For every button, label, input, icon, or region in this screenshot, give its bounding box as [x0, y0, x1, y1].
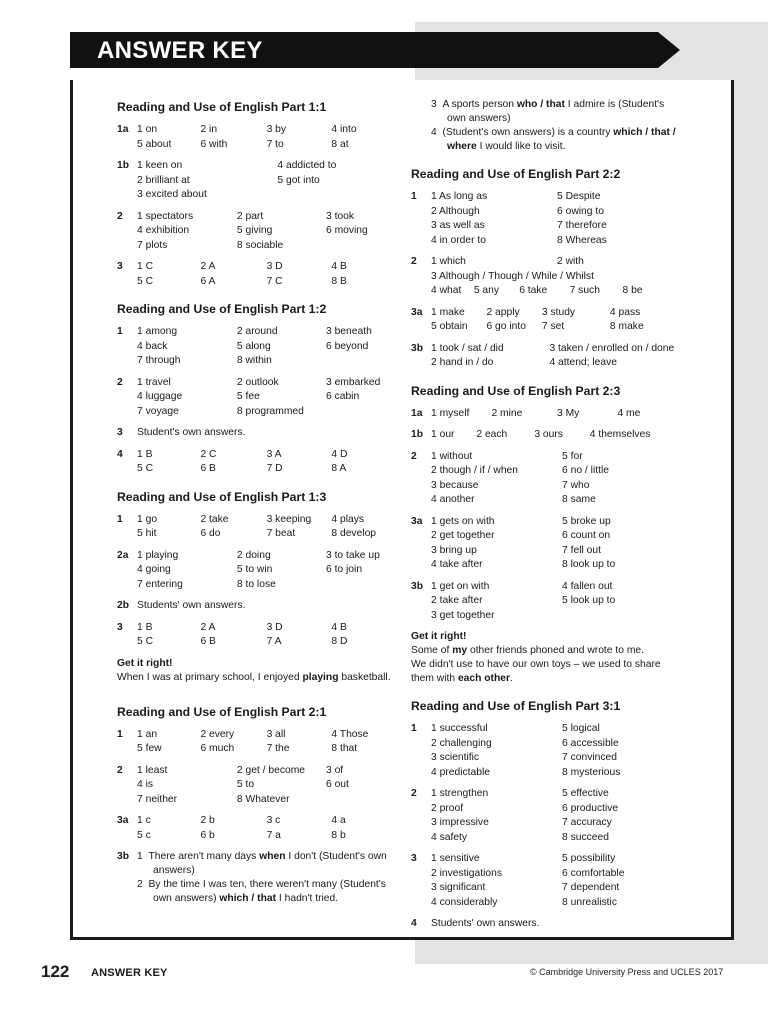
answer-cell: 4 addicted to: [277, 160, 337, 171]
answer-cell: 6 do: [200, 528, 221, 539]
answer-cell: 3 significant: [431, 882, 486, 893]
answer-cell: 8 A: [331, 463, 347, 474]
answer-cell: 4 another: [431, 494, 475, 505]
answer-cell: 2 outlook: [236, 376, 279, 388]
answer-cell: 3 all: [266, 728, 286, 740]
question-1: 1 1 an 2 every 3 all 4 Those 5 few 6 much 7 the 8 that: [117, 728, 407, 757]
answer-cell: 6 b: [200, 829, 215, 841]
answer-cell: 6 beyond: [325, 340, 369, 352]
question-1b: 1b 1 keen on 4 addicted to 2 brilliant at 5 got into 3 excited about: [117, 159, 407, 203]
answer-cell: [562, 609, 683, 624]
answer-cell: 5 c: [137, 829, 151, 841]
answer-cell: 5 about: [137, 138, 172, 150]
answer-cell: 3 scientific: [431, 752, 480, 763]
question-1b: 1b 1 our 2 each 3 ours 4 themselves: [411, 428, 683, 443]
answer-cell: 6 out: [325, 779, 349, 790]
answer-cell: 2 b: [200, 815, 215, 826]
answer-cell: 1 keen on: [137, 160, 183, 171]
answer-cell: 8 Whereas: [557, 234, 607, 246]
question-2b: 2b Students' own answers.: [117, 600, 246, 611]
answer-cell: 8 look up to: [562, 559, 616, 570]
answer-cell: 6 owing to: [557, 205, 604, 217]
answer-cell: 8 be: [622, 285, 643, 296]
answer-cell: 3 keeping: [266, 513, 312, 525]
answer-cell: 1 make: [431, 306, 465, 318]
answer-cell: 5 along: [236, 340, 271, 352]
answer-cell: 7 therefore: [557, 220, 607, 231]
question-3a: 3a 1 gets on with 5 broke up 2 get together 6 count on 3 bring up 7 fell out 4 take after 8 look up to: [411, 515, 683, 573]
section-title: Reading and Use of English Part 3:1: [411, 699, 621, 713]
question-3a: 3a 1 c 2 b 3 c 4 a 5 c 6 b 7 a 8 b: [117, 814, 407, 843]
question-3b: 3b 1 There aren't many days when I don't (Student's own answers) 2 By the time I was ten, there weren't many (Student's own answers) which / that I hadn't tried.: [117, 851, 387, 904]
answer-cell: 1 travel: [137, 376, 171, 388]
answer-cell: 8 B: [331, 275, 347, 287]
answer-cell: 2 investigations: [431, 867, 502, 879]
question-2: 2 1 strengthen 5 effective 2 proof 6 productive 3 impressive 7 accuracy 4 safety 8 succeed: [411, 787, 683, 845]
answer-cell: 1 playing: [137, 549, 179, 561]
answer-cell: 4 safety: [431, 831, 468, 843]
answer-cell: 2 each: [476, 429, 508, 440]
answer-cell: 2 around: [236, 326, 278, 337]
answer-cell: 5 few: [137, 743, 162, 754]
answer-cell: 2 hand in / do: [431, 357, 494, 368]
right-column: [411, 98, 683, 945]
answer-cell: 1 on: [137, 124, 158, 135]
answer-cell: 2 apply: [486, 306, 520, 318]
answer-cell: 6 comfortable: [562, 867, 625, 879]
question-3: 3 1 C 2 A 3 D 4 B 5 C 6 A 7 C 8 B: [117, 260, 407, 289]
answer-cell: [326, 239, 407, 254]
answer-cell: 6 count on: [562, 530, 611, 541]
section-title: Reading and Use of English Part 1:1: [117, 100, 327, 114]
answer-cell: 2 A: [200, 261, 216, 272]
answer-cell: 2 mine: [491, 407, 523, 419]
answer-cell: 1 sensitive: [431, 853, 480, 864]
question-3a: 3a 1 make 2 apply 3 study 4 pass 5 obtain 6 go into 7 set 8 make: [411, 306, 683, 335]
answer-cell: 4 exhibition: [137, 225, 190, 236]
question-1: 1 1 As long as 5 Despite 2 Although 6 owing to 3 as well as 7 therefore 4 in order to 8 Whereas: [411, 190, 683, 248]
answer-cell: 4 back: [137, 340, 168, 352]
answer-cell: 7 set: [541, 321, 565, 332]
answer-cell: 1 our: [431, 429, 455, 440]
question-2: 2 1 least 2 get / become 3 of 4 is 5 to 6 out 7 neither 8 Whatever: [117, 764, 407, 808]
answer-cell: 5 hit: [137, 528, 157, 539]
answer-cell: 3 A: [266, 448, 282, 460]
answer-cell: 3 because: [431, 479, 479, 491]
answer-cell: 7 C: [266, 275, 283, 287]
question-1a: 1a 1 myself 2 mine 3 My 4 me: [411, 407, 683, 422]
answer-cell: 4 fallen out: [562, 580, 613, 592]
question-1: 1 1 among 2 around 3 beneath 4 back 5 along 6 beyond 7 through 8 within: [117, 325, 407, 369]
get-it-right-box: Get it right! Some of my other friends phoned and wrote to me. We didn't use to have our own toys – we used to share them with each other.: [411, 631, 661, 684]
answer-cell: 4 me: [617, 407, 641, 419]
answer-cell: 8 unrealistic: [562, 896, 617, 908]
answer-cell: 4 pass: [609, 306, 641, 318]
answer-cell: 7 A: [266, 636, 282, 647]
answer-cell: 1 get on with: [431, 580, 490, 592]
answer-cell: 4 a: [331, 815, 346, 826]
answer-cell: 7 convinced: [562, 752, 617, 763]
answer-cell: 5 any: [473, 285, 500, 296]
answer-cell: 3 of: [325, 764, 344, 776]
answer-cell: 3 embarked: [325, 376, 381, 388]
answer-cell: 3 by: [266, 124, 287, 135]
get-it-right-box: Get it right! When I was at primary school, I enjoyed playing basketball.: [117, 657, 391, 683]
answer-cell: 1 c: [137, 815, 151, 826]
answer-cell: 7 through: [137, 355, 181, 366]
answer-cell: 4 D: [331, 448, 348, 460]
left-column: [117, 98, 407, 919]
section-title: Reading and Use of English Part 2:2: [411, 167, 621, 181]
answer-cell: 3 D: [266, 261, 283, 272]
answer-cell: 2 take after: [431, 595, 483, 606]
answer-cell: 3 to take up: [325, 549, 380, 561]
question-4: 4 1 B 2 C 3 A 4 D 5 C 6 B 7 D 8 A: [117, 448, 407, 477]
answer-cell: 4 plays: [331, 513, 365, 525]
section-part-1-3: [117, 490, 407, 685]
answer-cell: 7 fell out: [562, 544, 601, 556]
answer-cell: 3 c: [266, 815, 281, 826]
question-3b: 3b 1 get on with 4 fallen out 2 take after 5 look up to 3 get together: [411, 580, 683, 624]
answer-cell: 8 same: [562, 494, 596, 505]
answer-cell: 4 what: [431, 285, 462, 296]
answer-cell: 4 B: [331, 261, 347, 272]
answer-cell: 2 in: [200, 124, 218, 135]
answer-cell: 1 took / sat / did: [431, 342, 504, 354]
answer-cell: 3 beneath: [325, 326, 372, 337]
answer-cell: 2 Although: [431, 205, 480, 217]
answer-cell: 4 is: [137, 779, 154, 790]
answer-cell: 4 into: [331, 124, 357, 135]
section-part-3-1: [411, 699, 683, 932]
answer-cell: 7 accuracy: [562, 817, 612, 828]
answer-cell: 5 giving: [236, 225, 273, 236]
answer-cell: 8 develop: [331, 528, 377, 539]
answer-cell: 2 part: [236, 210, 264, 222]
answer-cell: 5 effective: [562, 788, 609, 799]
answer-cell: 5 to: [236, 779, 255, 790]
answer-cell: 1 least: [137, 764, 168, 776]
answer-cell: 6 productive: [562, 802, 619, 814]
answer-cell: 8 to lose: [236, 578, 276, 590]
section-part-2-1: [117, 705, 407, 907]
answer-cell: 8 mysterious: [562, 766, 621, 778]
answer-cell: 8 b: [331, 829, 346, 841]
answer-cell: 8 that: [331, 743, 358, 754]
answer-cell: 7 who: [562, 479, 590, 491]
answer-cell: 4 themselves: [589, 429, 651, 440]
answer-cell: 1 gets on with: [431, 515, 495, 527]
answer-cell: 7 entering: [137, 578, 183, 590]
answer-cell: 1 successful: [431, 723, 488, 734]
answer-cell: 3 ours: [534, 429, 563, 440]
answer-cell: 6 moving: [325, 225, 368, 236]
answer-cell: 7 D: [266, 463, 283, 474]
answer-cell: 1 myself: [431, 407, 470, 419]
copyright-notice: © Cambridge University Press and UCLES 2017: [530, 967, 724, 977]
section-part-2-3: [411, 384, 683, 687]
answer-cell: 4 attend; leave: [549, 357, 617, 368]
question-3b: 3b 1 took / sat / did 3 taken / enrolled on / done 2 hand in / do 4 attend; leave: [411, 342, 683, 371]
answer-cell: 2 though / if / when: [431, 465, 519, 476]
answer-cell: 7 the: [266, 743, 290, 754]
answer-cell: 3 took: [325, 210, 355, 222]
question-1: 1 1 successful 5 logical 2 challenging 6 accessible 3 scientific 7 convinced 4 predictable 8 mysterious: [411, 722, 683, 780]
answer-cell: 1 B: [137, 448, 153, 460]
answer-cell: 3 study: [541, 306, 576, 318]
answer-cell: 1 spectators: [137, 210, 194, 222]
answer-cell: 2 proof: [431, 802, 464, 814]
answer-cell: 7 dependent: [562, 882, 620, 893]
question-1: 1 1 go 2 take 3 keeping 4 plays 5 hit 6 do 7 beat 8 develop: [117, 513, 407, 542]
answer-cell: 1 B: [137, 621, 153, 633]
answer-cell: 4 predictable: [431, 766, 490, 778]
answer-cell: 3 impressive: [431, 817, 489, 828]
answer-cell: 2 every: [200, 728, 235, 740]
answer-cell: 6 with: [200, 138, 228, 150]
answer-cell: 4 B: [331, 621, 347, 633]
answer-cell: 5 C: [137, 636, 154, 647]
answer-cell: 2 C: [200, 448, 217, 460]
answer-cell: 1 among: [137, 326, 178, 337]
page-title: ANSWER KEY: [97, 37, 263, 64]
question-1a: 1a 1 on 2 in 3 by 4 into 5 about 6 with 7 to 8 at: [117, 123, 407, 152]
section-part-2-1-continued: 3 A sports person who / that I admire is (Student's own answers) 4 (Student's own answers) is a country which / that / where I would like to visit.: [431, 99, 676, 152]
answer-cell: 5 for: [562, 450, 583, 462]
answer-cell: 5 possibility: [562, 853, 616, 864]
answer-cell: 5 obtain: [431, 321, 468, 332]
answer-cell: 4 considerably: [431, 896, 498, 908]
answer-cell: 5 C: [137, 275, 154, 287]
question-3: 3 1 sensitive 5 possibility 2 investigations 6 comfortable 3 significant 7 dependent 4 considerably 8 unrealistic: [411, 852, 683, 910]
answer-cell: 8 at: [331, 138, 349, 150]
answer-cell: 8 make: [609, 321, 644, 332]
answer-cell: 8 Whatever: [236, 793, 290, 805]
section-part-1-2: [117, 302, 407, 477]
section-title: Reading and Use of English Part 2:1: [117, 704, 327, 719]
answer-cell: 1 without: [431, 450, 473, 462]
answer-cell: 6 take: [519, 285, 548, 296]
answer-cell: 8 succeed: [562, 831, 609, 843]
answer-cell: 2 get together: [431, 530, 495, 541]
answer-cell: 1 strengthen: [431, 788, 489, 799]
answer-cell: [277, 188, 407, 203]
answer-cell: 2 take: [200, 513, 229, 525]
answer-cell: 3 My: [556, 407, 580, 419]
answer-cell: [326, 578, 407, 593]
question-2a: 2a 1 playing 2 doing 3 to take up 4 going 5 to win 6 to join 7 entering 8 to lose: [117, 549, 407, 593]
answer-cell: [326, 405, 407, 420]
answer-cell: 3 as well as: [431, 220, 485, 231]
answer-cell: 4 Those: [331, 728, 369, 740]
answer-cell: 1 go: [137, 513, 158, 525]
answer-cell: 5 look up to: [562, 595, 616, 606]
section-title: Reading and Use of English Part 1:2: [117, 302, 327, 316]
answer-cell: 2 challenging: [431, 737, 492, 749]
answer-cell: 3 bring up: [431, 544, 477, 556]
section-title: Reading and Use of English Part 2:3: [411, 383, 621, 398]
answer-cell: 5 fee: [236, 391, 260, 402]
answer-cell: 2 A: [200, 621, 216, 633]
answer-cell: 6 B: [200, 636, 216, 647]
header-banner-arrow: [658, 32, 680, 68]
answer-cell: 8 within: [236, 355, 272, 366]
answer-cell: 6 B: [200, 463, 216, 474]
answer-cell: 1 As long as: [431, 191, 488, 202]
answer-cell: 5 to win: [236, 564, 273, 575]
answer-cell: [326, 793, 407, 808]
section-title: Reading and Use of English Part 1:3: [117, 489, 327, 504]
question-2: 2 1 travel 2 outlook 3 embarked 4 luggage 5 fee 6 cabin 7 voyage 8 programmed: [117, 376, 407, 420]
footer-title: ANSWER KEY: [91, 967, 168, 979]
answer-cell: 4 luggage: [137, 391, 183, 402]
answer-cell: 7 a: [266, 829, 281, 841]
answer-cell: 6 accessible: [562, 737, 619, 749]
question-3: 3 1 B 2 A 3 D 4 B 5 C 6 B 7 A 8 D: [117, 621, 407, 650]
answer-cell: 7 neither: [137, 793, 178, 805]
section-part-1-1: [117, 100, 407, 289]
page-number: 122: [41, 962, 70, 981]
answer-cell: 3 get together: [431, 609, 495, 621]
answer-cell: 6 cabin: [325, 391, 360, 402]
question-2: 2 1 spectators 2 part 3 took 4 exhibition 5 giving 6 moving 7 plots 8 sociable: [117, 210, 407, 254]
answer-cell: 4 take after: [431, 559, 483, 570]
answer-cell: 8 D: [331, 636, 348, 647]
answer-cell: 8 sociable: [236, 239, 284, 251]
answer-cell: 3 taken / enrolled on / done: [549, 342, 675, 354]
answer-cell: 7 plots: [137, 239, 168, 251]
answer-cell: 7 such: [569, 285, 600, 296]
answer-cell: 2 doing: [236, 549, 271, 561]
answer-cell: 1 an: [137, 728, 158, 740]
answer-cell: 5 broke up: [562, 515, 611, 527]
answer-cell: 6 to join: [325, 564, 363, 575]
answer-cell: 4 in order to: [431, 234, 486, 246]
answer-cell: 2 get / become: [236, 764, 306, 776]
answer-cell: 5 Despite: [557, 191, 601, 202]
answer-cell: 3 excited about: [137, 189, 207, 200]
section-part-2-2: [411, 167, 683, 371]
answer-cell: 5 got into: [277, 174, 320, 186]
answer-cell: 3 D: [266, 621, 283, 633]
answer-cell: 7 voyage: [137, 405, 179, 417]
answer-cell: 1 C: [137, 261, 154, 272]
answer-cell: 8 programmed: [236, 405, 304, 417]
answer-cell: 6 no / little: [562, 465, 609, 476]
answer-cell: 6 go into: [486, 321, 526, 332]
answer-cell: 6 A: [200, 275, 216, 287]
answer-cell: 6 much: [200, 743, 235, 754]
answer-cell: 7 beat: [266, 528, 296, 539]
answer-cell: 2 brilliant at: [137, 174, 190, 186]
answer-cell: 5 logical: [562, 723, 600, 734]
answer-cell: [326, 354, 407, 369]
answer-cell: 5 C: [137, 463, 154, 474]
question-4: 4 Students' own answers.: [411, 918, 540, 929]
question-3: 3 Student's own answers.: [117, 427, 246, 438]
answer-cell: 4 going: [137, 564, 171, 575]
question-2: 2 1 without 5 for 2 though / if / when 6 no / little 3 because 7 who 4 another 8 same: [411, 450, 683, 508]
question-2: 2 1 which 2 with 3 Although / Though / While / Whilst 4 what 5 any 6 take 7 such 8 be: [411, 255, 683, 299]
answer-cell: 7 to: [266, 138, 284, 150]
